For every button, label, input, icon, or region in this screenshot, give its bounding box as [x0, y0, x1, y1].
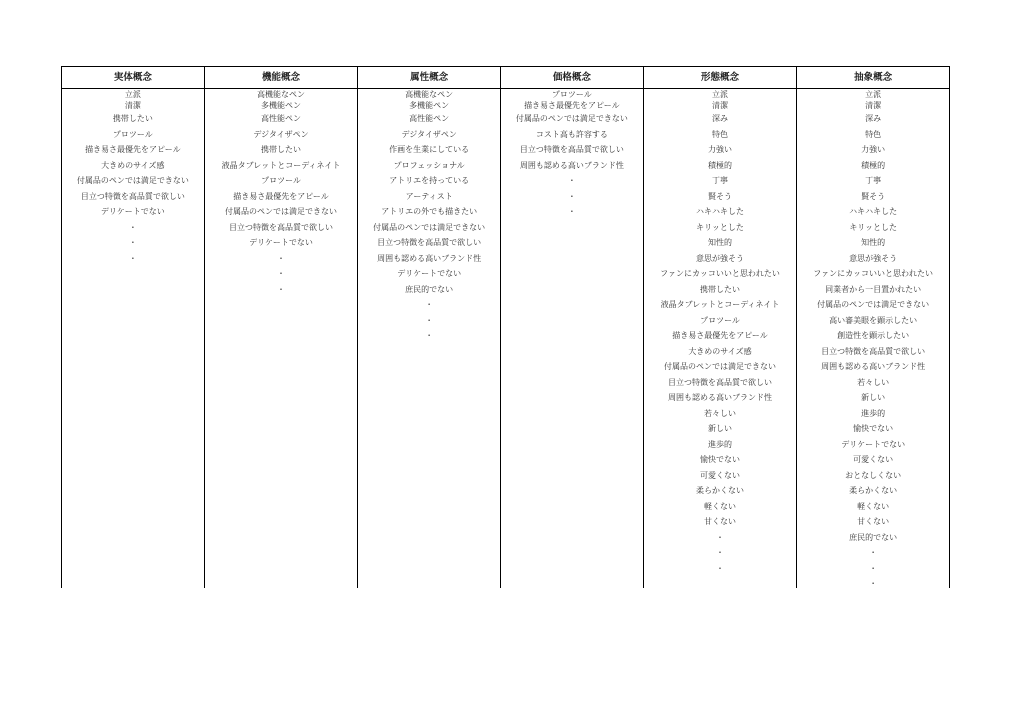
table-cell: ・: [869, 563, 878, 573]
table-cell: 目立つ特徴を高品質で欲しい: [80, 191, 185, 201]
table-cell: デリケートでない: [397, 269, 462, 278]
table-cell: 力強い: [708, 145, 732, 154]
table-cell: 周囲も認める高いブランド性: [519, 160, 624, 170]
table-cell: 高機能なペン: [257, 90, 305, 99]
table-cell: 清潔: [124, 100, 141, 110]
table-cell: ・: [128, 222, 137, 232]
table-cell: 進歩的: [861, 408, 886, 418]
table-cell: 柔らかくない: [696, 486, 744, 495]
table-cell: 柔らかくない: [849, 486, 898, 495]
table-cell: 作画を生業にしている: [389, 145, 470, 154]
table-cell: 付属品のペンでは満足できない: [664, 362, 776, 371]
table-cell: 創造性を顕示したい: [837, 331, 910, 340]
table-cell: 可愛くない: [853, 455, 894, 464]
table-cell: 付属品のペンでは満足できない: [225, 207, 337, 216]
table-cell: ・: [128, 238, 137, 247]
table-cell: 力強い: [861, 145, 886, 154]
table-cell: ハキハキした: [849, 207, 898, 216]
table-cell: ・: [128, 253, 137, 263]
table-cell: 特色: [865, 129, 882, 139]
table-cell: 清潔: [865, 100, 882, 110]
table-cell: プロツール: [261, 176, 301, 185]
table-cell: プロフェッショナル: [393, 160, 465, 170]
table-cell: 同業者から一目置かれたい: [825, 284, 922, 294]
table-cell: 甘くない: [857, 517, 890, 526]
table-cell: ファンにカッコいいと思われたい: [813, 269, 934, 278]
table-cell: 庶民的でない: [849, 532, 898, 542]
table-cell: プロツール: [112, 129, 153, 139]
column-header: 機能概念: [205, 67, 358, 89]
column-header: 形態概念: [644, 67, 797, 89]
table-cell: ・: [277, 284, 285, 294]
table-cell: 大きめのサイズ感: [101, 160, 165, 170]
table-cell: 軽くない: [704, 501, 736, 511]
table-cell: 付属品のペンでは満足できない: [76, 176, 189, 185]
table-cell: デリケートでない: [100, 207, 165, 216]
table-cell: 高性能ペン: [261, 114, 301, 123]
table-cell: 軽くない: [857, 501, 890, 511]
table-cell: アトリエの外でも描きたい: [381, 207, 478, 216]
column-header: 属性概念: [358, 67, 500, 89]
column-body: [797, 89, 949, 592]
table-cell: ・: [567, 191, 576, 201]
column-body: [358, 89, 500, 344]
table-cell: 丁寧: [865, 176, 882, 185]
table-cell: 目立つ特徴を高品質で欲しい: [377, 238, 482, 247]
table-cell: 高性能ペン: [409, 114, 450, 123]
table-cell: ・: [277, 253, 285, 263]
column-function: [205, 67, 359, 588]
table-cell: 賢そう: [861, 191, 886, 201]
table-cell: デジタイザペン: [253, 129, 309, 139]
table-cell: 愉快でない: [700, 455, 740, 464]
table-cell: キリッとした: [696, 222, 744, 232]
table-cell: 知性的: [861, 238, 886, 247]
table-cell: 目立つ特徴を高品質で欲しい: [229, 222, 333, 232]
table-cell: 深み: [865, 114, 882, 123]
table-cell: デリケートでない: [841, 439, 906, 449]
column-header: 価格概念: [501, 67, 643, 89]
column-abstract: [797, 67, 949, 588]
table-cell: 描き易さ最優先をアピール: [233, 191, 329, 201]
table-cell: ・: [425, 331, 434, 340]
table-cell: 清潔: [712, 100, 728, 110]
table-cell: 大きめのサイズ感: [688, 346, 752, 356]
table-cell: ハキハキした: [696, 207, 744, 216]
table-cell: プロツール: [551, 90, 592, 99]
column-price: [501, 67, 644, 588]
table-cell: 甘くない: [704, 517, 736, 526]
table-cell: 賢そう: [708, 191, 732, 201]
table-cell: 積極的: [708, 160, 732, 170]
table-cell: 多機能ペン: [261, 100, 301, 110]
table-cell: コスト高も許容する: [535, 129, 608, 139]
table-cell: 付属品のペンでは満足できない: [515, 114, 628, 123]
table-cell: 高い審美眼を顕示したい: [829, 315, 918, 325]
table-cell: 可愛くない: [700, 470, 740, 480]
table-cell: 目立つ特徴を高品質で欲しい: [821, 346, 926, 356]
table-cell: ・: [277, 269, 285, 278]
table-cell: 新しい: [861, 393, 886, 402]
table-cell: 描き易さ最優先をアピール: [85, 145, 181, 154]
table-cell: ファンにカッコいいと思われたい: [660, 269, 780, 278]
table-cell: 付属品のペンでは満足できない: [817, 300, 930, 309]
concept-table: [61, 66, 950, 588]
table-cell: ・: [716, 548, 724, 557]
column-body: [205, 89, 358, 297]
table-cell: デリケートでない: [249, 238, 313, 247]
table-cell: 丁寧: [712, 176, 728, 185]
table-cell: 描き易さ最優先をアピール: [524, 100, 620, 110]
column-header: 実体概念: [62, 67, 204, 89]
table-cell: 意思が強そう: [849, 253, 898, 263]
table-cell: 目立つ特徴を高品質で欲しい: [519, 145, 624, 154]
table-cell: ・: [425, 315, 434, 325]
table-cell: 立派: [712, 90, 728, 99]
table-cell: 新しい: [708, 424, 732, 433]
table-cell: アトリエを持っている: [389, 176, 470, 185]
table-cell: 若々しい: [857, 377, 890, 387]
column-form: [644, 67, 798, 588]
table-cell: 携帯したい: [700, 284, 740, 294]
table-cell: ・: [567, 176, 576, 185]
table-cell: 描き易さ最優先をアピール: [672, 331, 768, 340]
column-header: 抽象概念: [797, 67, 949, 89]
table-cell: 特色: [712, 129, 728, 139]
table-cell: 意思が強そう: [696, 253, 744, 263]
table-cell: アーティスト: [405, 191, 453, 201]
column-body: [644, 89, 797, 576]
table-cell: ・: [869, 579, 878, 588]
table-cell: 携帯したい: [112, 114, 153, 123]
column-body: [62, 89, 204, 266]
table-cell: 知性的: [708, 238, 732, 247]
table-cell: ・: [567, 207, 576, 216]
table-cell: ・: [716, 563, 724, 573]
table-cell: ・: [869, 548, 878, 557]
table-cell: おとなしくない: [845, 470, 902, 480]
table-cell: 周囲も認める高いブランド性: [821, 362, 926, 371]
table-cell: 周囲も認める高いブランド性: [668, 393, 772, 402]
table-cell: 進歩的: [708, 439, 732, 449]
table-cell: 携帯したい: [261, 145, 301, 154]
table-cell: 積極的: [861, 160, 886, 170]
table-cell: 立派: [124, 90, 141, 99]
table-cell: 立派: [865, 90, 882, 99]
column-entity: [62, 67, 205, 588]
table-cell: 周囲も認める高いブランド性: [377, 253, 482, 263]
table-cell: ・: [716, 532, 724, 542]
table-cell: 液晶タブレットとコーディネイト: [660, 300, 780, 309]
table-cell: キリッとした: [849, 222, 897, 232]
column-body: [501, 89, 643, 220]
table-cell: 多機能ペン: [409, 100, 450, 110]
table-cell: 深み: [712, 114, 728, 123]
table-cell: 液晶タブレットとコーディネイト: [221, 160, 341, 170]
table-cell: デジタイザペン: [401, 129, 457, 139]
table-cell: 高機能なペン: [405, 90, 454, 99]
table-cell: 若々しい: [704, 408, 736, 418]
table-cell: 目立つ特徴を高品質で欲しい: [668, 377, 772, 387]
column-attribute: [358, 67, 501, 588]
table-cell: 愉快でない: [853, 424, 894, 433]
table-cell: ・: [425, 300, 434, 309]
table-cell: 付属品のペンでは満足できない: [373, 222, 486, 232]
table-cell: 庶民的でない: [405, 284, 454, 294]
table-cell: プロツール: [700, 315, 740, 325]
